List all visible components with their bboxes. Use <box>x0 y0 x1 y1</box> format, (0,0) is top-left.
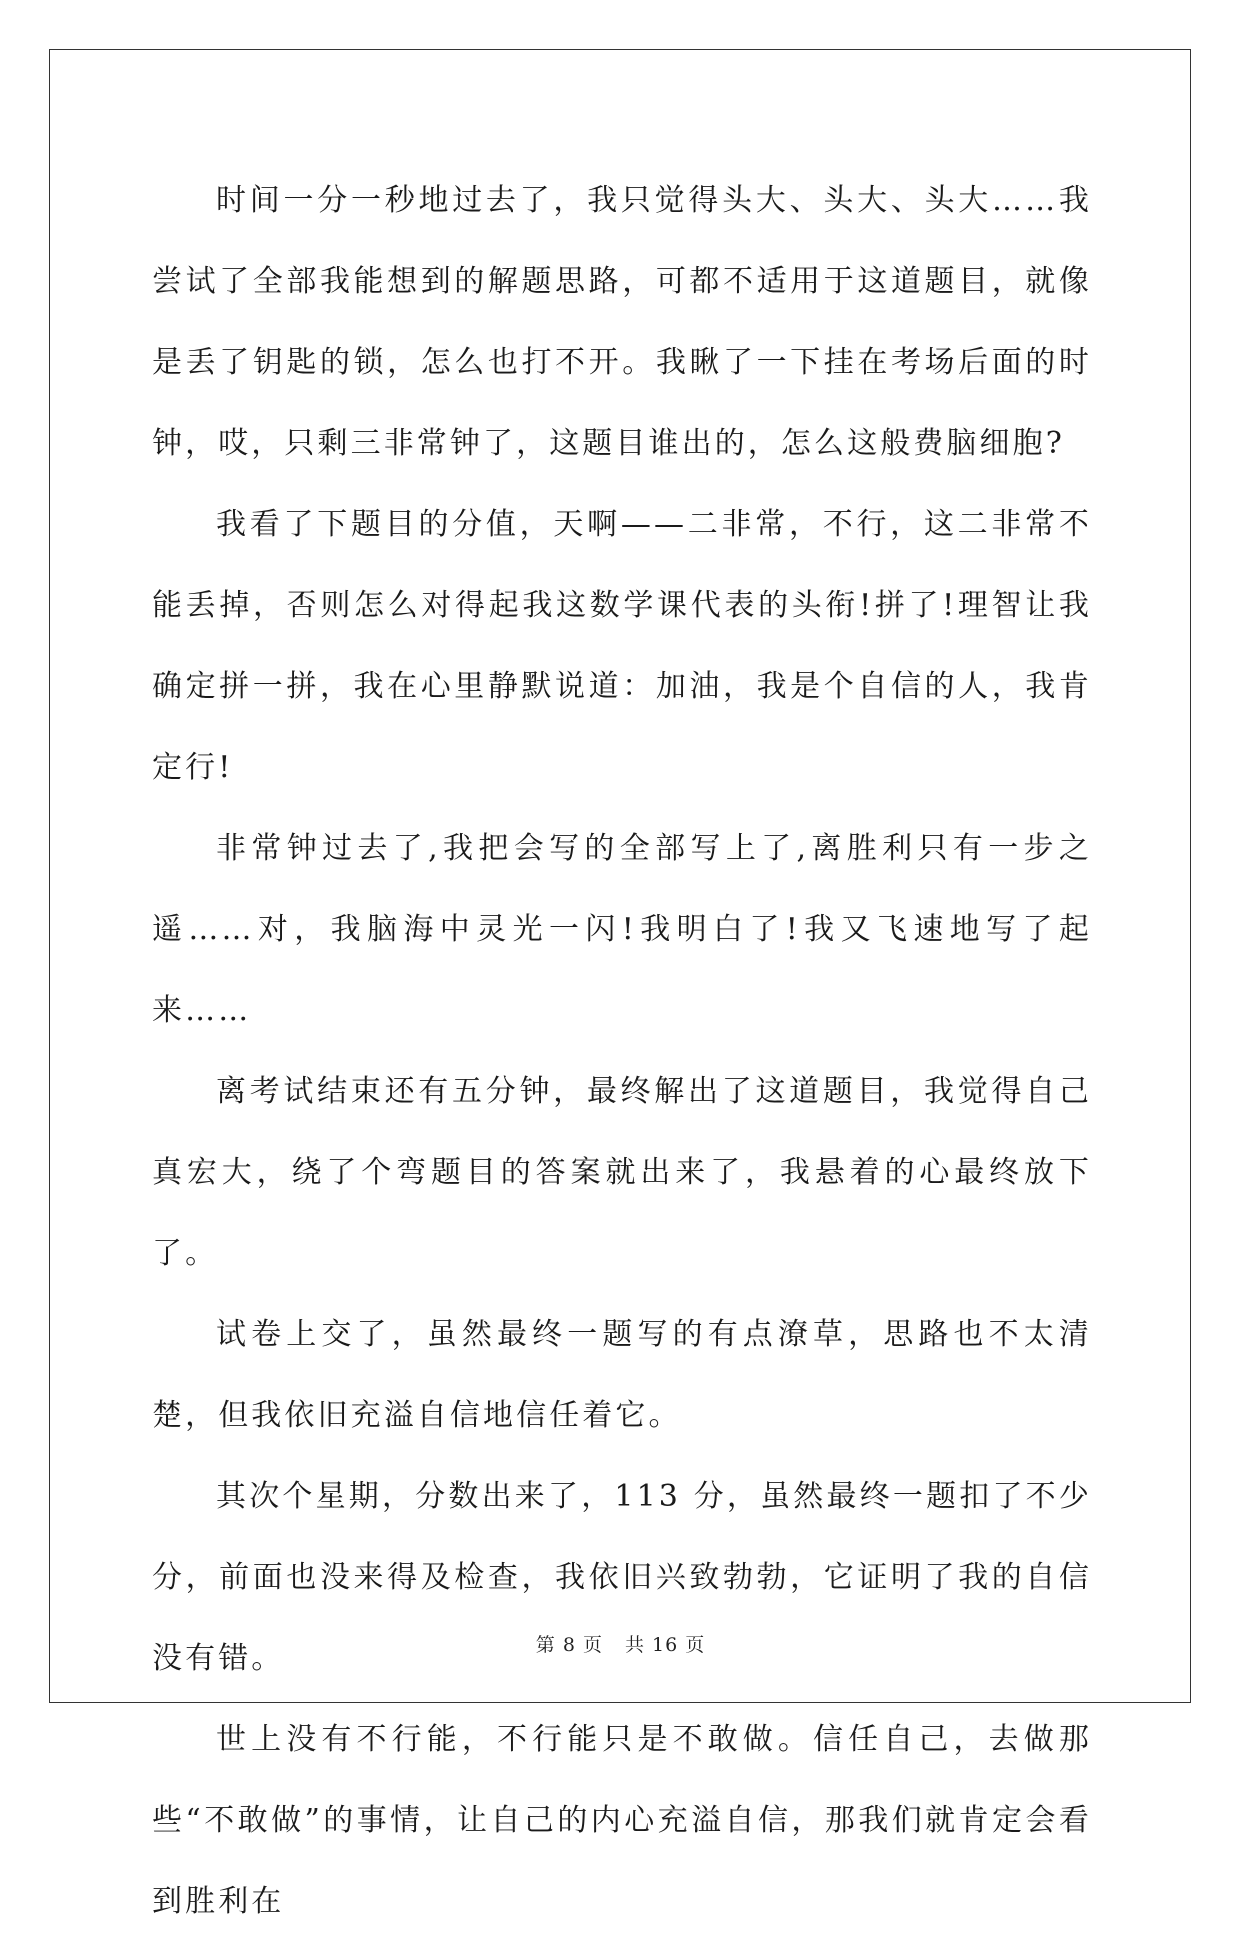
paragraph: 离考试结束还有五分钟，最终解出了这道题目，我觉得自己真宏大，绕了个弯题目的答案就出来了，我悬着的心最终放下了。 <box>152 1074 1092 1271</box>
paragraph: 试卷上交了，虽然最终一题写的有点潦草，思路也不太清楚，但我依旧充溢自信地信任着它。 <box>152 1317 1092 1433</box>
document-body <box>152 160 1092 1942</box>
page-number: 第 8 页 <box>535 1634 603 1656</box>
page-total: 共 16 页 <box>624 1634 706 1656</box>
paragraph: 我看了下题目的分值，天啊——二非常，不行，这二非常不能丢掉，否则怎么对得起我这数学课代表的头衔!拼了!理智让我确定拼一拼，我在心里静默说道：加油，我是个自信的人，我肯定行! <box>152 507 1092 785</box>
paragraph: 世上没有不行能，不行能只是不敢做。信任自己，去做那些“不敢做”的事情，让自己的内心充溢自信，那我们就肯定会看到胜利在 <box>152 1722 1092 1919</box>
paragraph: 其次个星期，分数出来了，113 分，虽然最终一题扣了不少分，前面也没来得及检查，我依旧兴致勃勃，它证明了我的自信没有错。 <box>152 1479 1092 1676</box>
paragraph: 时间一分一秒地过去了，我只觉得头大、头大、头大……我尝试了全部我能想到的解题思路，可都不适用于这道题目，就像是丢了钥匙的锁，怎么也打不开。我瞅了一下挂在考场后面的时钟，哎，只剩三非常钟了，这题目谁出的，怎么这般费脑细胞? <box>152 183 1092 461</box>
paragraph: 非常钟过去了,我把会写的全部写上了,离胜利只有一步之遥……对，我脑海中灵光一闪!我明白了!我又飞速地写了起来…… <box>152 831 1092 1028</box>
page-footer <box>0 1630 1241 1657</box>
